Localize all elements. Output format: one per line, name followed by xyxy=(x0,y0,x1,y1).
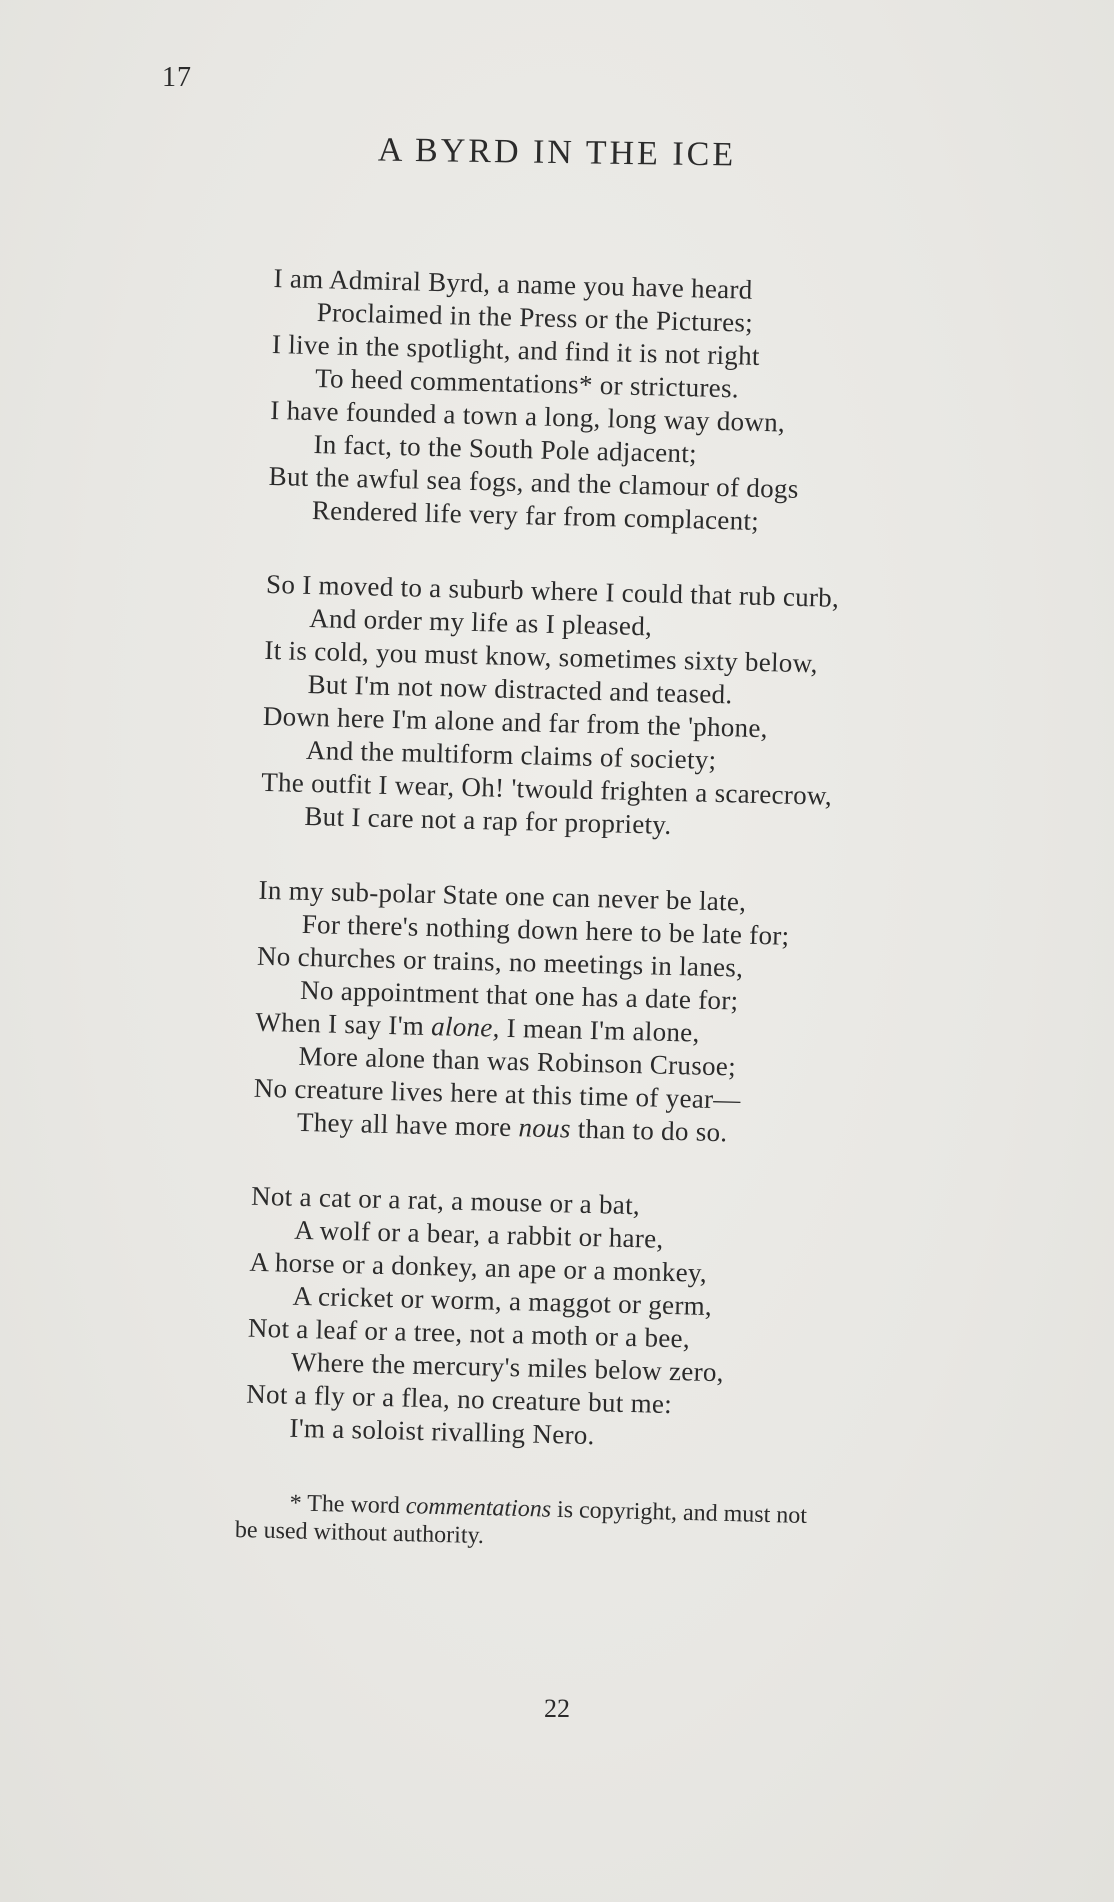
poem-line: I'm a soloist rivalling Nero. xyxy=(289,1412,596,1451)
poem-line-text: They all have more xyxy=(296,1106,519,1143)
poem-line: A horse or a donkey, an ape or a monkey, xyxy=(249,1246,708,1288)
poem-line: I live in the spotlight, and find it is not right xyxy=(271,328,761,371)
poem-line: A cricket or worm, a maggot or germ, xyxy=(292,1280,713,1322)
poem-title: A BYRD IN THE ICE xyxy=(377,131,737,174)
poem-line: For there's nothing down here to be late for; xyxy=(301,908,790,951)
poem-line: So I moved to a suburb where I could that rub curb, xyxy=(265,568,840,613)
poem-line: In fact, to the South Pole adjacent; xyxy=(313,429,698,469)
page-number: 22 xyxy=(544,1694,570,1723)
poem-line: But I care not a rap for propriety. xyxy=(304,800,672,840)
poem-line: Proclaimed in the Press or the Pictures; xyxy=(316,297,754,338)
poem-line: But I'm not now distracted and teased. xyxy=(307,668,733,710)
poem-line: I am Admiral Byrd, a name you have heard xyxy=(273,262,753,305)
poem-line: No churches or trains, no meetings in lanes, xyxy=(256,940,744,983)
poem-line: I have founded a town a long, long way down, xyxy=(270,394,786,438)
poem-line-text: than to do so. xyxy=(570,1113,728,1148)
footnote-text-start: * The word xyxy=(289,1490,407,1520)
poem-line: In my sub-polar State one can never be late, xyxy=(258,874,747,917)
poem-line: And the multiform claims of society; xyxy=(305,734,717,775)
poem-line-text: I mean I'm alone, xyxy=(499,1012,700,1048)
stanza xyxy=(260,568,1006,850)
poem-line: No appointment that one has a date for; xyxy=(299,974,739,1016)
poem-line: Not a leaf or a tree, not a moth or a bee, xyxy=(247,1312,691,1354)
footnote-emphasis: commentations xyxy=(405,1493,552,1523)
corner-page-number: 17 xyxy=(162,62,192,93)
poem-line-emphasis: nous xyxy=(518,1112,572,1144)
poem-line: To heed commentations* or strictures. xyxy=(314,363,740,404)
poem-line: A wolf or a bear, a rabbit or hare, xyxy=(293,1214,664,1254)
stanza xyxy=(253,874,999,1156)
poem-line: More alone than was Robinson Crusoe; xyxy=(298,1040,737,1082)
poem-line: Down here I'm alone and far from the 'phone, xyxy=(262,700,769,744)
stanza xyxy=(268,262,1014,544)
poem-line: Where the mercury's miles below zero, xyxy=(290,1346,725,1388)
poem-body xyxy=(244,262,1014,1504)
poem-line: No creature lives here at this time of year— xyxy=(253,1072,742,1115)
footnote-text-end: is copyright, and must not xyxy=(550,1496,808,1529)
footnote-line-2: be used without authority. xyxy=(234,1516,485,1550)
poem-line: The outfit I wear, Oh! 'twould frighten a scarecrow, xyxy=(260,766,833,811)
poem-line: But the awful sea fogs, and the clamour of dogs xyxy=(268,460,799,504)
poem-line: Rendered life very far from complacent; xyxy=(311,495,760,536)
poem-line: Not a cat or a rat, a mouse or a bat, xyxy=(250,1180,641,1221)
stanza xyxy=(245,1180,991,1462)
poem-line-emphasis: alone, xyxy=(430,1011,501,1043)
poem-line-text: When I say I'm xyxy=(255,1006,432,1042)
poem-line: Not a fly or a flea, no creature but me: xyxy=(245,1378,673,1420)
poem-line: It is cold, you must know, sometimes sixty below, xyxy=(264,634,819,679)
poem-line: And order my life as I pleased, xyxy=(308,602,653,642)
